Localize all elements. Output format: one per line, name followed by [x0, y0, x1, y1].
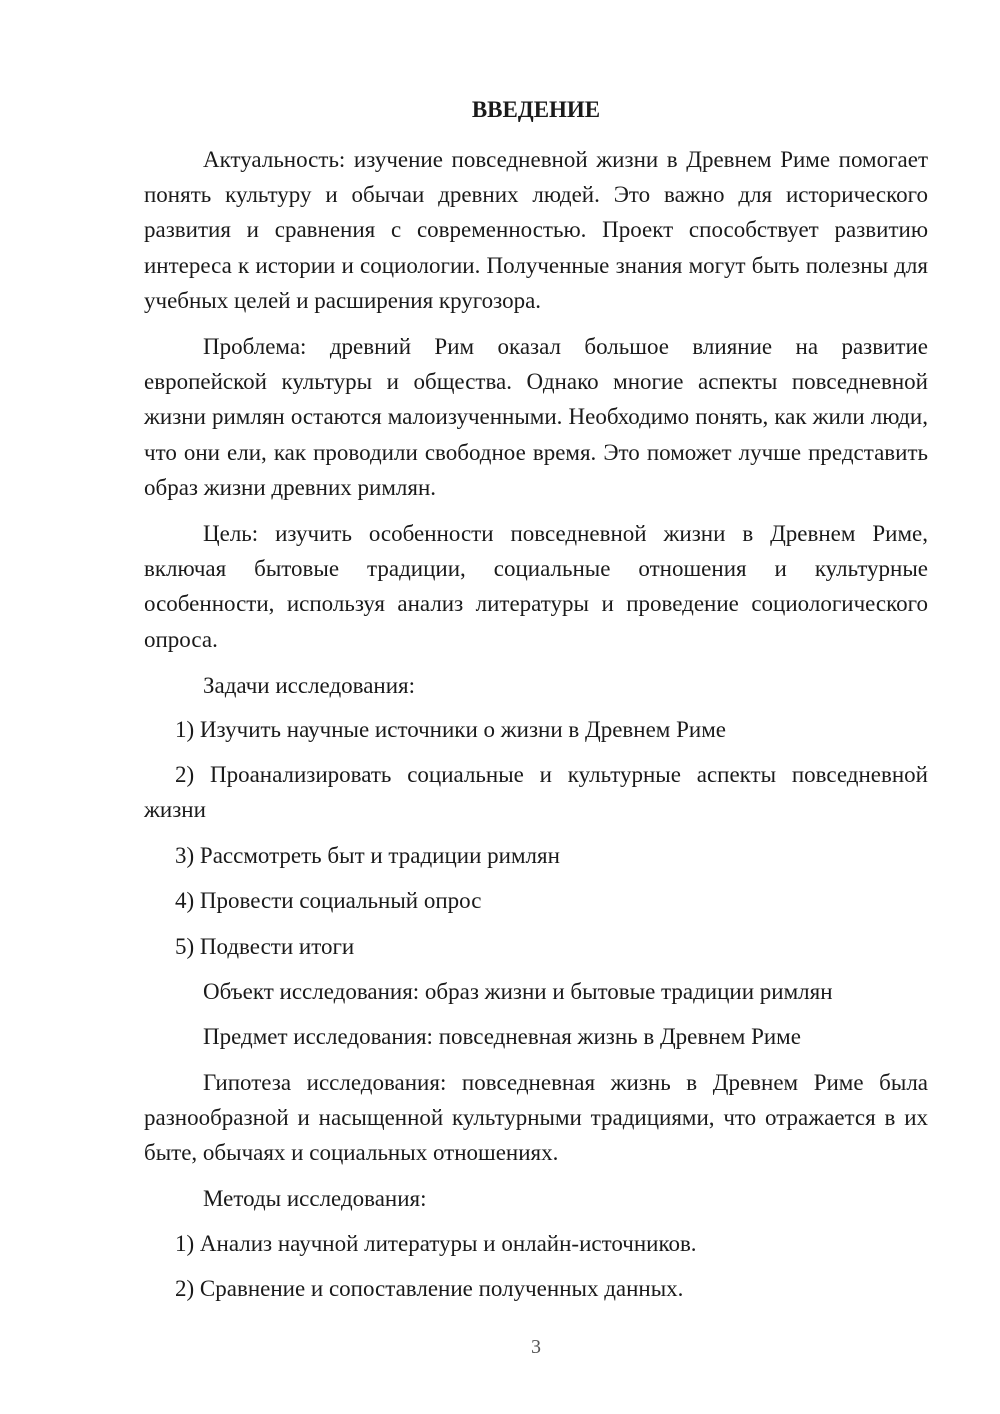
relevance-paragraph: Актуальность: изучение повседневной жизни в Древнем Риме помогает понять культуру и обычаи древних людей. Это важно для исторического развития и сравнения с современностью. Проект способствует развитию интереса к истории и социологии. Полученные знания могут быть полезны для учебных целей и расширения кругозора.: [144, 147, 928, 313]
task-item-5: 5) Подвести итоги: [175, 934, 355, 959]
problem-paragraph: Проблема: древний Рим оказал большое влияние на развитие европейской культуры и общества. Однако многие аспекты повседневной жизни римлян остаются малоизученными. Необходимо понять, как жили люди, что они ели, как проводили свободное время. Это поможет лучше представить образ жизни древних римлян.: [144, 334, 928, 500]
tasks-heading: Задачи исследования:: [203, 673, 416, 698]
hypothesis-paragraph: Гипотеза исследования: повседневная жизнь в Древнем Риме была разнообразной и насыщенной культурными традициями, что отражается в их быте, обычаях и социальных отношениях.: [144, 1070, 928, 1166]
method-item-1: 1) Анализ научной литературы и онлайн-источников.: [175, 1231, 697, 1256]
task-item-2: 2) Проанализировать социальные и культурные аспекты повседневной жизни: [144, 762, 928, 823]
page-number: 3: [531, 1336, 541, 1358]
goal-paragraph: Цель: изучить особенности повседневной жизни в Древнем Риме, включая бытовые традиции, социальные отношения и культурные особенности, используя анализ литературы и проведение социологического опроса.: [144, 521, 928, 652]
research-subject: Предмет исследования: повседневная жизнь в Древнем Риме: [203, 1024, 801, 1049]
methods-heading: Методы исследования:: [203, 1186, 427, 1211]
method-item-2: 2) Сравнение и сопоставление полученных данных.: [175, 1276, 684, 1301]
page-title: ВВЕДЕНИЕ: [471, 97, 601, 122]
task-item-4: 4) Провести социальный опрос: [175, 888, 482, 913]
task-item-1: 1) Изучить научные источники о жизни в Древнем Риме: [175, 717, 726, 742]
task-item-3: 3) Рассмотреть быт и традиции римлян: [175, 843, 560, 868]
research-object: Объект исследования: образ жизни и бытовые традиции римлян: [203, 979, 833, 1004]
